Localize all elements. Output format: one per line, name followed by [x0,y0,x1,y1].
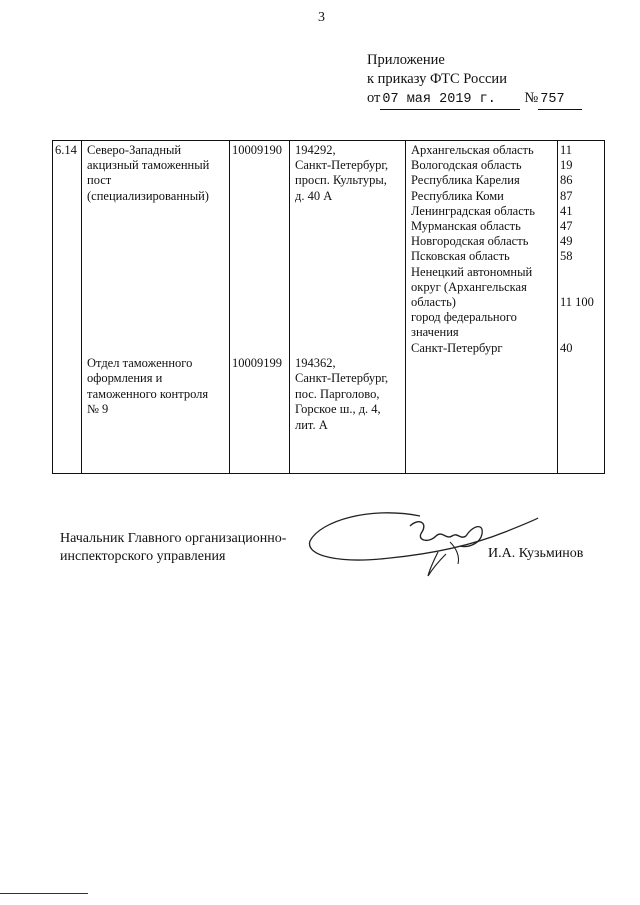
post-address-line: просп. Культуры, [295,173,387,187]
post-name-line: пост [87,173,112,187]
region-code: 58 [560,249,573,263]
footer-rule [0,893,88,894]
region-name: Республика Карелия [411,173,520,187]
region-name-line: округ (Архангельская [411,280,527,294]
post-name-line: таможенного контроля [87,387,209,401]
appendix-header [367,51,582,110]
region-code: 19 [560,158,573,172]
table-divider [229,141,230,473]
post-address-line: пос. Парголово, [295,387,380,401]
region-code: 40 [560,341,573,355]
signatory-title-line: инспекторского управления [60,549,226,564]
region-code: 47 [560,219,573,233]
region-code: 49 [560,234,573,248]
region-name: Псковская область [411,249,510,263]
post-name-line: Отдел таможенного [87,356,193,370]
region-code: 41 [560,204,573,218]
region-name-line: город федерального [411,310,517,324]
region-code: 11 100 [560,295,594,309]
signatory-title [60,530,286,566]
signatory-name: И.А. Кузьминов [488,546,584,561]
region-name: Вологодская область [411,158,522,172]
post-address-line: лит. А [295,418,328,432]
order-number-label: № [524,90,539,106]
post-name-line: акцизный таможенный [87,158,210,172]
signatory-title-line: Начальник Главного организационно- [60,531,287,546]
post-code: 10009199 [232,356,282,370]
region-name: Новгородская область [411,234,529,248]
post-name-line: Северо-Западный [87,143,182,157]
page-number: 3 [318,10,325,25]
post-address-line: Санкт-Петербург, [295,158,389,172]
handwritten-signature [300,496,540,586]
table-divider [557,141,558,473]
post-address-line: 194362, [295,356,336,370]
region-name: Республика Коми [411,189,504,203]
region-name: Ленинградская область [411,204,535,218]
region-name-line: значения [411,325,459,339]
post-address-line: Санкт-Петербург, [295,371,389,385]
region-name: Мурманская область [411,219,521,233]
post-name-line: (специализированный) [87,189,209,203]
appendix-order-ref: к приказу ФТС России [367,71,507,87]
order-date-number [367,89,582,110]
order-from-label: от [367,90,381,106]
post-name-line: оформления и [87,371,163,385]
table-divider [405,141,406,473]
table-divider [81,141,82,473]
region-name-line: Ненецкий автономный [411,265,533,279]
post-code: 10009190 [232,143,282,157]
post-address-line: д. 40 А [295,189,333,203]
region-code: 86 [560,173,573,187]
region-name-line: Санкт-Петербург [411,341,503,355]
post-address-line: 194292, [295,143,336,157]
appendix-title: Приложение [367,52,445,68]
region-code: 11 [560,143,573,157]
table-divider [289,141,290,473]
customs-posts-table [52,140,605,474]
post-address-line: Горское ш., д. 4, [295,402,381,416]
region-code: 87 [560,189,573,203]
region-name: Архангельская область [411,143,534,157]
row-index: 6.14 [55,143,77,157]
order-date: 07 мая 2019 г. [380,90,520,110]
post-name-line: № 9 [87,402,109,416]
region-name-line: область) [411,295,456,309]
order-number: 757 [538,90,582,110]
